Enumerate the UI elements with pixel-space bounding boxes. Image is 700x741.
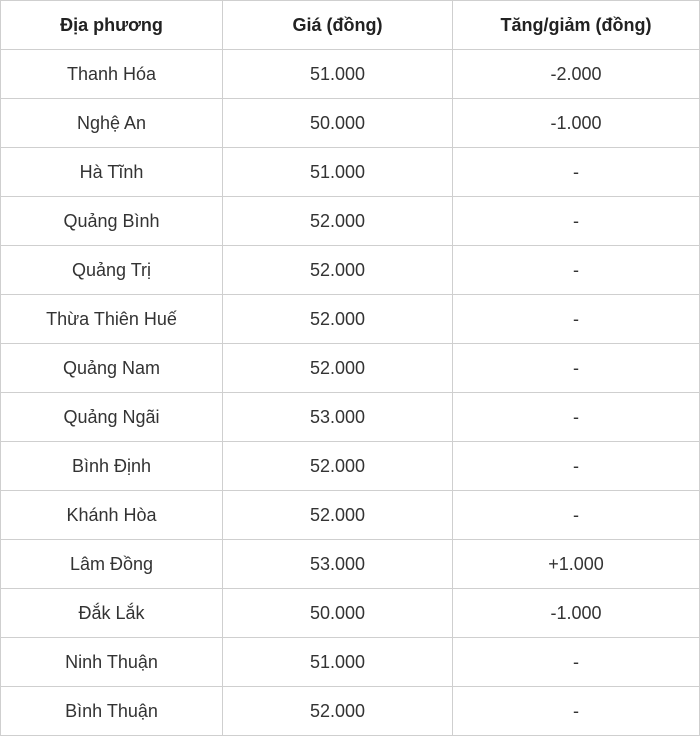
table-row	[1, 344, 700, 393]
table-row	[1, 99, 700, 148]
table-row	[1, 393, 700, 442]
table-body	[1, 50, 700, 736]
cell-price: 52.000	[223, 442, 453, 491]
cell-price: 51.000	[223, 638, 453, 687]
table-row	[1, 442, 700, 491]
cell-region: Thừa Thiên Huế	[1, 295, 223, 344]
header-region: Địa phương	[1, 1, 223, 50]
table-row	[1, 540, 700, 589]
header-row	[1, 1, 700, 50]
cell-region: Bình Thuận	[1, 687, 223, 736]
cell-change: -	[453, 344, 700, 393]
cell-region: Hà Tĩnh	[1, 148, 223, 197]
table-row	[1, 638, 700, 687]
cell-region: Lâm Đồng	[1, 540, 223, 589]
table-row	[1, 589, 700, 638]
cell-price: 52.000	[223, 197, 453, 246]
cell-price: 53.000	[223, 540, 453, 589]
cell-change: -	[453, 246, 700, 295]
cell-change: -1.000	[453, 99, 700, 148]
cell-region: Đắk Lắk	[1, 589, 223, 638]
table-row	[1, 197, 700, 246]
table-header	[1, 1, 700, 50]
cell-region: Quảng Bình	[1, 197, 223, 246]
cell-change: -	[453, 148, 700, 197]
cell-change: -2.000	[453, 50, 700, 99]
cell-change: -1.000	[453, 589, 700, 638]
table-row	[1, 246, 700, 295]
cell-region: Quảng Trị	[1, 246, 223, 295]
cell-change: -	[453, 442, 700, 491]
cell-change: -	[453, 393, 700, 442]
header-price: Giá (đồng)	[223, 1, 453, 50]
cell-price: 50.000	[223, 589, 453, 638]
cell-price: 53.000	[223, 393, 453, 442]
cell-region: Quảng Ngãi	[1, 393, 223, 442]
header-change: Tăng/giảm (đồng)	[453, 1, 700, 50]
cell-region: Bình Định	[1, 442, 223, 491]
cell-region: Quảng Nam	[1, 344, 223, 393]
cell-region: Thanh Hóa	[1, 50, 223, 99]
cell-price: 52.000	[223, 246, 453, 295]
table-row	[1, 148, 700, 197]
table-row	[1, 491, 700, 540]
cell-region: Nghệ An	[1, 99, 223, 148]
cell-price: 50.000	[223, 99, 453, 148]
cell-change: -	[453, 295, 700, 344]
table-row	[1, 50, 700, 99]
cell-price: 52.000	[223, 491, 453, 540]
cell-price: 52.000	[223, 344, 453, 393]
cell-price: 52.000	[223, 295, 453, 344]
cell-price: 52.000	[223, 687, 453, 736]
cell-change: -	[453, 638, 700, 687]
cell-region: Ninh Thuận	[1, 638, 223, 687]
cell-region: Khánh Hòa	[1, 491, 223, 540]
cell-price: 51.000	[223, 148, 453, 197]
table-row	[1, 687, 700, 736]
cell-change: -	[453, 197, 700, 246]
cell-change: +1.000	[453, 540, 700, 589]
cell-price: 51.000	[223, 50, 453, 99]
table-row	[1, 295, 700, 344]
cell-change: -	[453, 687, 700, 736]
cell-change: -	[453, 491, 700, 540]
